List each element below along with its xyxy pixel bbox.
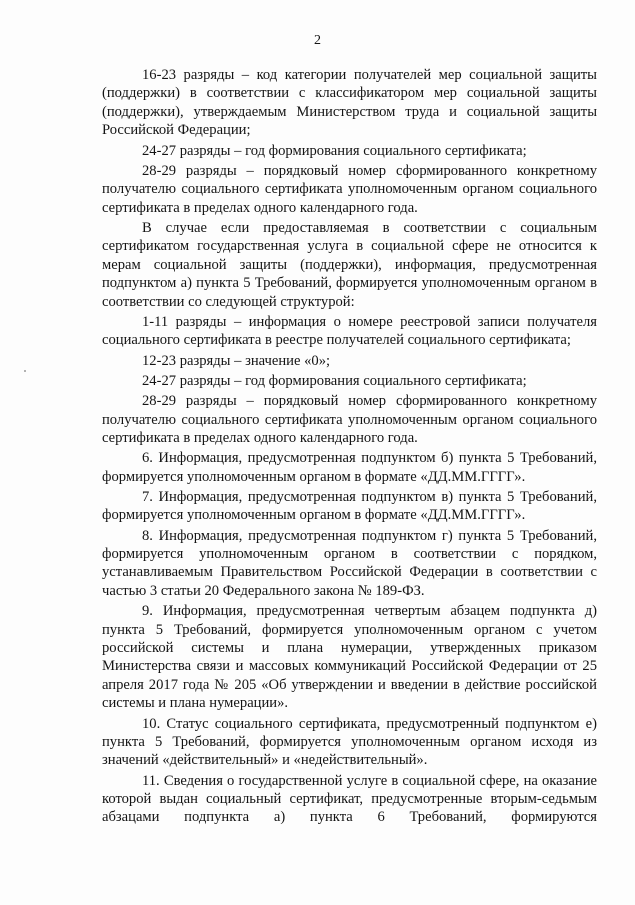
paragraph-digits-16-23: 16-23 разряды – код категории получателей мер социальной защиты (поддержки) в соответствии с классификатором мер социальной защиты (поддержки), утверждаемым Министерством труда и социальной защиты Российской Федерации;	[102, 67, 597, 139]
document-body	[102, 66, 597, 827]
paragraph-digits-12-23: 12-23 разряды – значение «0»;	[142, 352, 331, 369]
paragraph-digits-28-29-alt: 28-29 разряды – порядковый номер сформированного конкретному получателю социального сертификата уполномоченным органом социального сертификата в пределах одного календарного года.	[102, 393, 597, 446]
scan-speck	[24, 370, 26, 372]
paragraph-digits-28-29: 28-29 разряды – порядковый номер сформированного конкретному получателю социального сертификата уполномоченным органом социального сертификата в пределах одного календарного года.	[102, 162, 597, 216]
paragraph-digits-1-11: 1-11 разряды – информация о номере реестровой записи получателя социального сертификата в реестре получателей социального сертификата;	[102, 313, 597, 349]
paragraph-item-7: 7. Информация, предусмотренная подпунктом в) пункта 5 Требований, формируется уполномоченным органом в формате «ДД.ММ.ГГГГ».	[102, 488, 597, 524]
page-number: 2	[314, 33, 321, 48]
paragraph-item-6: 6. Информация, предусмотренная подпунктом б) пункта 5 Требований, формируется уполномоченным органом в формате «ДД.ММ.ГГГГ».	[102, 450, 597, 485]
paragraph-item-8: 8. Информация, предусмотренная подпунктом г) пункта 5 Требований, формируется уполномоченным органом в соответствии с порядком, устанавливаемым Правительством Российской Федерации в соответствии с частью 3 статьи 20 Федерального закона № 189-ФЗ.	[102, 527, 597, 599]
paragraph-digits-24-27: 24-27 разряды – год формирования социального сертификата;	[142, 142, 527, 159]
paragraph-alternate-structure: В случае если предоставляемая в соответствии с социальным сертификатом государственная услуга в социальной сфере не относится к мерам социальной защиты (поддержки), информация, предусмотренная подпунктом а) пункта 5 Требований, формируется уполномоченным органом в соответствии со следующей структурой:	[102, 219, 597, 310]
paragraph-item-9: 9. Информация, предусмотренная четвертым абзацем подпункта д) пункта 5 Требований, формируется уполномоченным органом с учетом российской системы и плана нумерации, утвержденных приказом Министерства связи и массовых коммуникаций Российской Федерации от 25 апреля 2017 года № 205 «Об утверждении и введении в действие российской системы и плана нумерации».	[102, 603, 597, 712]
paragraph-item-11: 11. Сведения о государственной услуге в социальной сфере, на оказание которой выдан социальный сертификат, предусмотренные вторым-седьмым абзацами подпункта а) пункта 6 Требований, формируются	[102, 772, 597, 826]
paragraph-item-10: 10. Статус социального сертификата, предусмотренный подпунктом е) пункта 5 Требований, формируется уполномоченным органом исходя из значений «действительный» и «недействительный».	[102, 715, 597, 769]
paragraph-digits-24-27-alt: 24-27 разряды – год формирования социального сертификата;	[142, 372, 527, 389]
